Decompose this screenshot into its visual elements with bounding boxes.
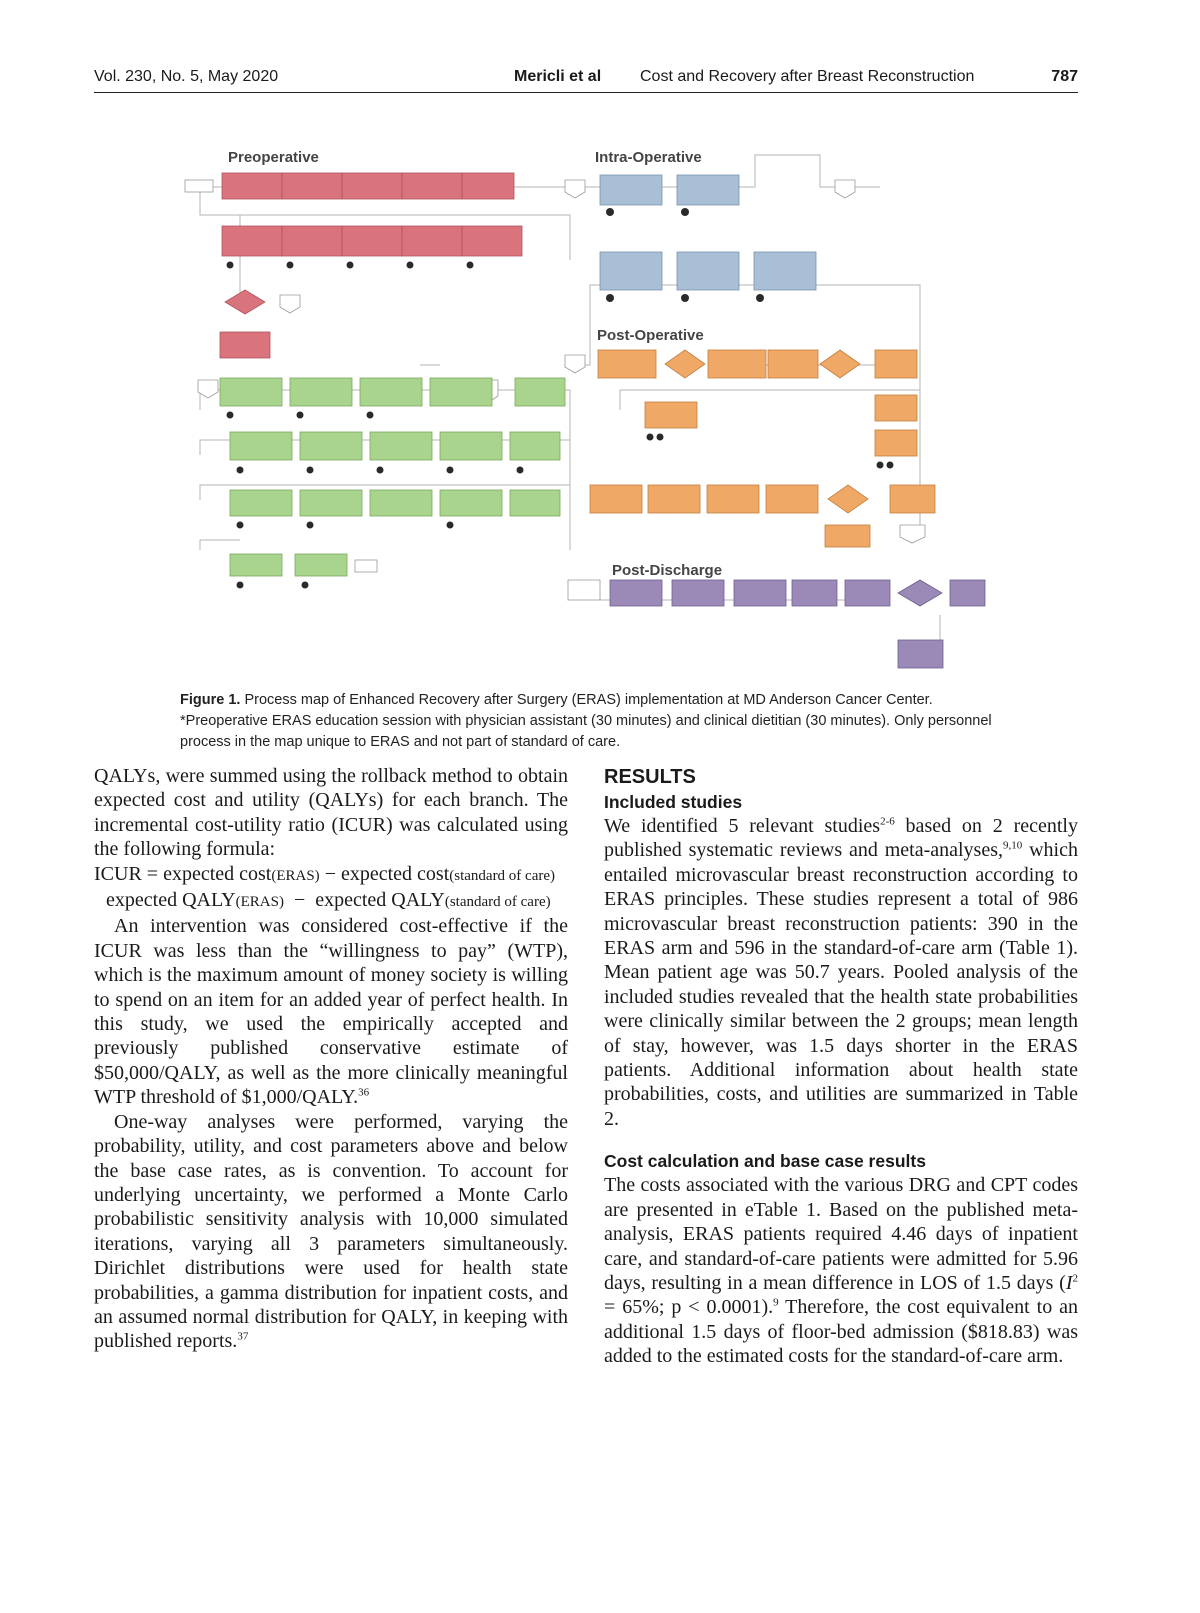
- intraop-steps: [600, 175, 816, 290]
- running-title: Cost and Recovery after Breast Reconstruction: [640, 68, 975, 85]
- preop-steps: [220, 173, 522, 358]
- author-line: Mericli et al: [514, 68, 602, 85]
- icur-formula-numerator: ICUR = expected cost(ERAS) − expected cost(standard of care): [94, 862, 556, 885]
- paragraph-included-studies: We identified 5 relevant studies$^{2-6}$ based on 2 recently published systematic reviews and meta-analyses,$^{9,10}$ which entailed microvascular breast reconstruction according to ERAS principles. These studies represent a total of 986 microvascular breast reconstruction patients: 390 in the ERAS arm and 596 in the standard-of-care arm (Table 1). Mean patient age was 50.7 years. Pooled analysis of the included studies revealed that the health state probabilities were clinically similar between the 2 groups; mean length of stay, however, was 1.5 days shorter in the ERAS patients. Additional information about health state probabilities, costs, and utilities are summarized in Table 2.: [604, 815, 1078, 1130]
- label-postdischarge: Post-Discharge: [612, 562, 723, 579]
- caption-label: Figure 1.: [180, 692, 241, 708]
- paragraph-cost-calculation: The costs associated with the various DRG and CPT codes are presented in eTable 1. Based on the published meta-analysis, ERAS patients required 4.46 days of inpatient care, and standard-of-care patients were admitted for 5.96 days, resulting in a mean difference in LOS of 1.5 days ($I^2 = 65\%$; p < 0.0001).$^9$ Therefore, the cost equivalent to an additional 1.5 days of floor-bed admission ($818.83) was added to the estimated costs for the standard-of-care arm.: [604, 1174, 1078, 1368]
- caption-text: Process map of Enhanced Recovery after Surgery (ERAS) implementation at MD Anderson Cancer Center. *Preoperative ERAS education session with physician assistant (30 minutes) and clinical dietitian (30 minutes). Only personnel process in the map unique to ERAS and not part of standard of care.: [180, 692, 992, 750]
- icur-formula-denominator: expected QALY(ERAS) − expected QALY(standard of care): [106, 889, 551, 912]
- postdischarge-steps: [610, 580, 985, 668]
- postop-ward-steps: [220, 378, 565, 576]
- cost-calculation-heading: Cost calculation and base case results: [604, 1151, 926, 1172]
- process-map-diagram: [180, 140, 1000, 685]
- included-studies-heading: Included studies: [604, 792, 743, 812]
- figure-caption: [180, 690, 1020, 753]
- results-heading: RESULTS: [604, 766, 696, 788]
- left-column: [94, 764, 568, 1354]
- running-header: [94, 66, 1078, 93]
- paragraph-rollback: QALYs, were summed using the rollback method to obtain expected cost and utility (QALYs) for each branch. The incremental cost-utility ratio (ICUR) was calculated using the following formula:: [94, 765, 568, 861]
- journal-volume: Vol. 230, No. 5, May 2020: [94, 68, 279, 85]
- label-intraoperative: Intra-Operative: [595, 149, 702, 166]
- postop-recovery-steps: [590, 350, 935, 547]
- page-number: 787: [1051, 68, 1078, 85]
- label-postoperative: Post-Operative: [597, 327, 704, 344]
- right-column: [604, 764, 1078, 1369]
- process-map-figure: [180, 140, 1000, 685]
- paragraph-wtp: An intervention was considered cost-effective if the ICUR was less than the “willingness to pay” (WTP), which is the maximum amount of money society is willing to spend on an item for an added year of perfect health. In this study, we used the empirically accepted and previously published conservative estimate of $50,000/QALY, as well as the more clinically meaningful WTP threshold of $1,000/QALY.$^{36}$: [94, 915, 568, 1109]
- paragraph-sensitivity: One-way analyses were performed, varying the probability, utility, and cost parameters above and below the base case rates, as is convention. To account for underlying uncertainty, we performed a Monte Carlo probabilistic sensitivity analysis with 10,000 simulated iterations, varying all 3 parameters simultaneously. Dirichlet distributions were used for health state probabilities, a gamma distribution for inpatient costs, and an assumed normal distribution for QALY, in keeping with published reports.$^{37}$: [94, 1110, 568, 1353]
- label-preoperative: Preoperative: [228, 149, 319, 166]
